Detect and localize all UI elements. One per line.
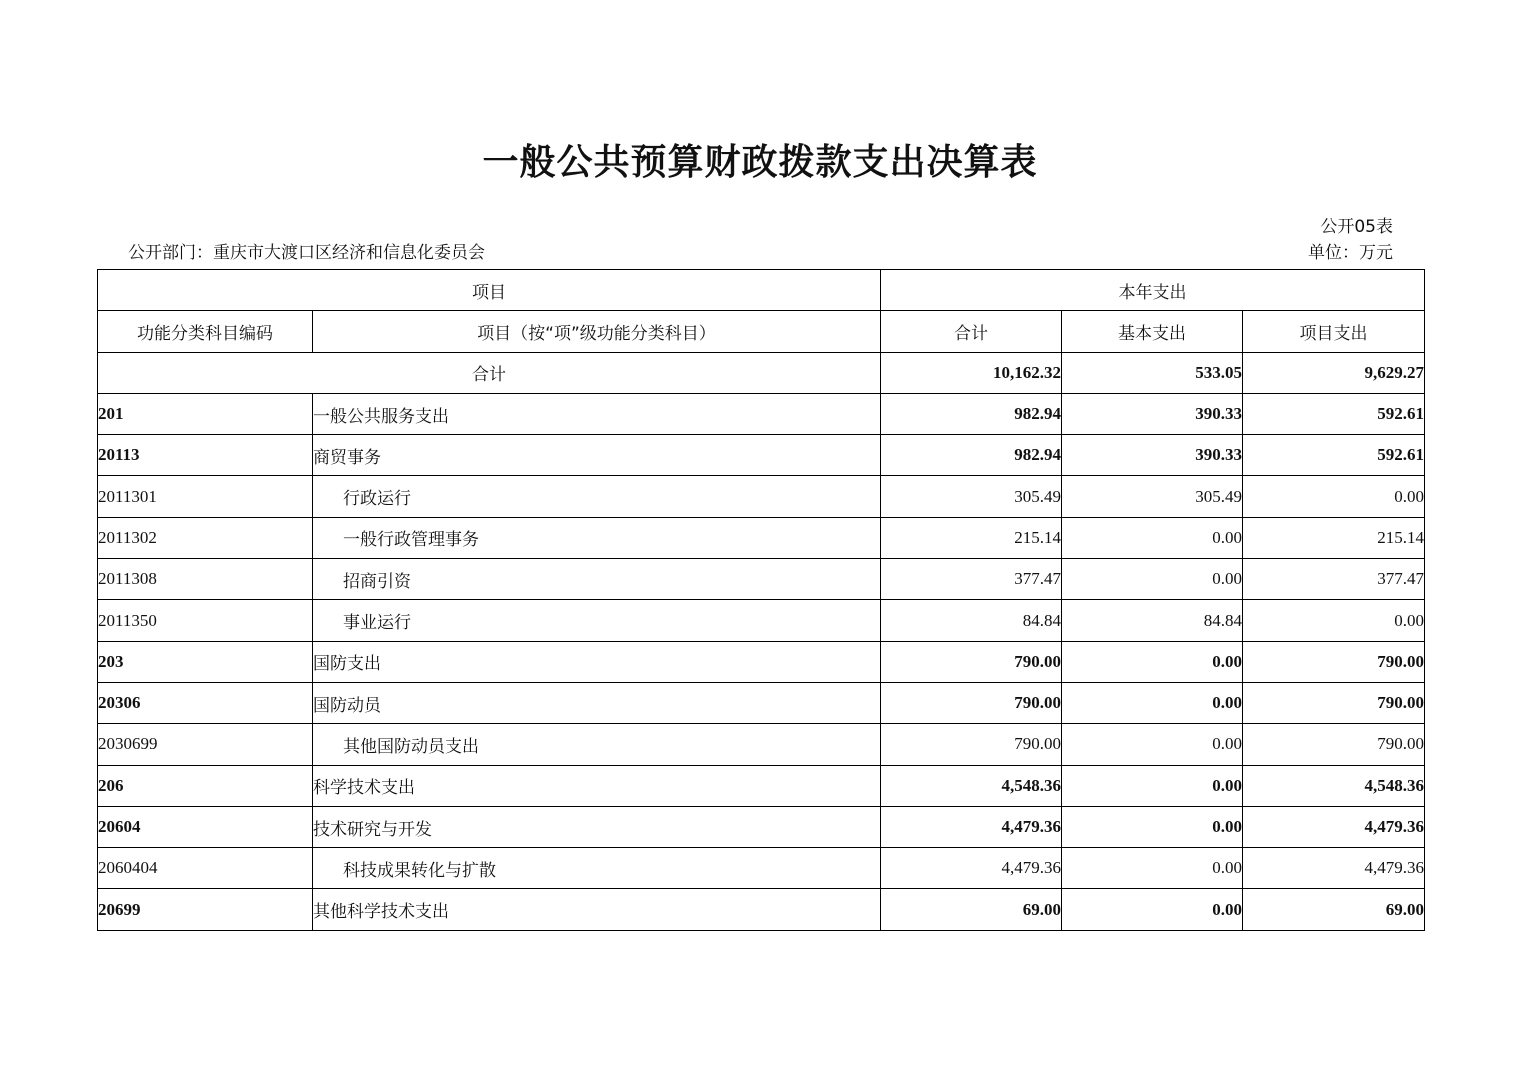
header-year-group: 本年支出 — [881, 270, 1425, 311]
row-total: 790.00 — [881, 682, 1062, 723]
row-basic: 390.33 — [1062, 393, 1243, 434]
row-basic: 0.00 — [1062, 517, 1243, 558]
table-row — [98, 393, 1425, 434]
row-name: 一般行政管理事务 — [313, 517, 881, 558]
row-code: 2060404 — [98, 848, 313, 889]
row-code: 20699 — [98, 889, 313, 930]
table-row — [98, 848, 1425, 889]
row-name: 其他国防动员支出 — [313, 724, 881, 765]
row-code: 2011301 — [98, 476, 313, 517]
header-project: 项目支出 — [1243, 311, 1425, 352]
row-project: 592.61 — [1243, 393, 1425, 434]
budget-table — [97, 269, 1425, 931]
table-row — [98, 600, 1425, 641]
table-row — [98, 559, 1425, 600]
row-name: 行政运行 — [313, 476, 881, 517]
row-project: 69.00 — [1243, 889, 1425, 930]
total-row-basic: 533.05 — [1062, 352, 1243, 393]
header-name: 项目（按“项”级功能分类科目） — [313, 311, 881, 352]
row-name: 商贸事务 — [313, 435, 881, 476]
table-row — [98, 724, 1425, 765]
row-project: 592.61 — [1243, 435, 1425, 476]
row-total: 982.94 — [881, 435, 1062, 476]
table-row — [98, 806, 1425, 847]
row-total: 4,548.36 — [881, 765, 1062, 806]
unit-label: 单位：万元 — [1308, 243, 1393, 263]
header-row-columns — [98, 311, 1425, 352]
table-row — [98, 889, 1425, 930]
row-basic: 390.33 — [1062, 435, 1243, 476]
row-basic: 0.00 — [1062, 559, 1243, 600]
header-item-group: 项目 — [98, 270, 881, 311]
row-code: 20604 — [98, 806, 313, 847]
row-project: 790.00 — [1243, 641, 1425, 682]
row-basic: 0.00 — [1062, 889, 1243, 930]
row-name: 科技成果转化与扩散 — [313, 848, 881, 889]
row-name: 国防动员 — [313, 682, 881, 723]
row-total: 215.14 — [881, 517, 1062, 558]
total-row — [98, 352, 1425, 393]
row-project: 790.00 — [1243, 682, 1425, 723]
row-name: 技术研究与开发 — [313, 806, 881, 847]
row-name: 招商引资 — [313, 559, 881, 600]
page-title: 一般公共预算财政拨款支出决算表 — [482, 142, 1038, 183]
row-basic: 0.00 — [1062, 682, 1243, 723]
row-name: 其他科学技术支出 — [313, 889, 881, 930]
row-basic: 0.00 — [1062, 641, 1243, 682]
header-basic: 基本支出 — [1062, 311, 1243, 352]
header-row-group — [98, 270, 1425, 311]
row-basic: 0.00 — [1062, 806, 1243, 847]
row-code: 2030699 — [98, 724, 313, 765]
row-total: 84.84 — [881, 600, 1062, 641]
row-total: 377.47 — [881, 559, 1062, 600]
table-row — [98, 641, 1425, 682]
row-total: 69.00 — [881, 889, 1062, 930]
row-code: 20113 — [98, 435, 313, 476]
row-total: 4,479.36 — [881, 806, 1062, 847]
department-label: 公开部门：重庆市大渡口区经济和信息化委员会 — [128, 243, 485, 263]
row-project: 790.00 — [1243, 724, 1425, 765]
row-total: 790.00 — [881, 641, 1062, 682]
table-row — [98, 765, 1425, 806]
row-project: 0.00 — [1243, 476, 1425, 517]
row-basic: 305.49 — [1062, 476, 1243, 517]
row-project: 4,548.36 — [1243, 765, 1425, 806]
row-basic: 0.00 — [1062, 848, 1243, 889]
header-total: 合计 — [881, 311, 1062, 352]
row-name: 事业运行 — [313, 600, 881, 641]
total-row-project: 9,629.27 — [1243, 352, 1425, 393]
row-name: 科学技术支出 — [313, 765, 881, 806]
row-basic: 84.84 — [1062, 600, 1243, 641]
row-project: 0.00 — [1243, 600, 1425, 641]
table-row — [98, 476, 1425, 517]
row-code: 2011350 — [98, 600, 313, 641]
row-code: 203 — [98, 641, 313, 682]
table-row — [98, 435, 1425, 476]
row-project: 377.47 — [1243, 559, 1425, 600]
row-total: 790.00 — [881, 724, 1062, 765]
form-number: 公开05表 — [1320, 217, 1393, 237]
row-name: 一般公共服务支出 — [313, 393, 881, 434]
row-project: 4,479.36 — [1243, 806, 1425, 847]
row-basic: 0.00 — [1062, 724, 1243, 765]
row-code: 20306 — [98, 682, 313, 723]
row-code: 201 — [98, 393, 313, 434]
table-row — [98, 517, 1425, 558]
row-total: 4,479.36 — [881, 848, 1062, 889]
row-project: 4,479.36 — [1243, 848, 1425, 889]
total-row-label: 合计 — [98, 352, 881, 393]
row-basic: 0.00 — [1062, 765, 1243, 806]
row-total: 305.49 — [881, 476, 1062, 517]
row-code: 2011302 — [98, 517, 313, 558]
row-code: 2011308 — [98, 559, 313, 600]
row-code: 206 — [98, 765, 313, 806]
row-name: 国防支出 — [313, 641, 881, 682]
row-total: 982.94 — [881, 393, 1062, 434]
table-row — [98, 682, 1425, 723]
row-project: 215.14 — [1243, 517, 1425, 558]
total-row-total: 10,162.32 — [881, 352, 1062, 393]
header-code: 功能分类科目编码 — [98, 311, 313, 352]
